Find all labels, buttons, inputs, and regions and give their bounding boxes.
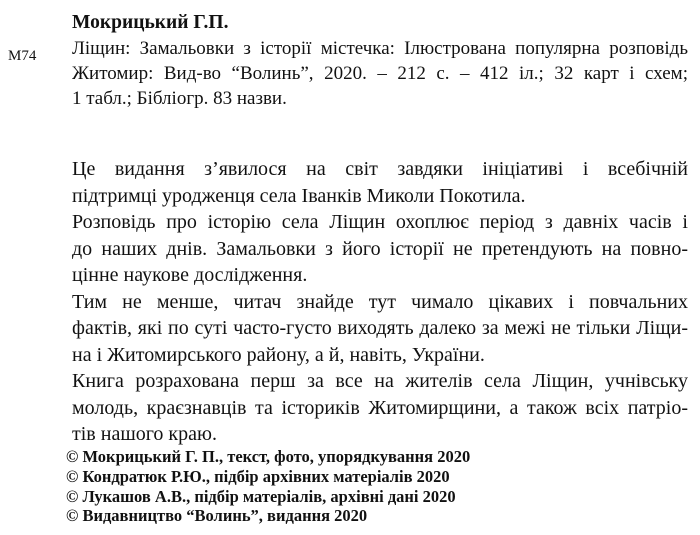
annotation-line: Розповідь про історію села Ліщин охоплює період з давніх часів і bbox=[72, 211, 688, 233]
annotation-line: на і Житомирського району, а й, навіть, України. bbox=[72, 343, 485, 366]
annotation-line: підтримці уродженця села Іванків Миколи Покотила. bbox=[72, 184, 526, 207]
copyright-line: © Мокрицький Г. П., текст, фото, упорядкування 2020 bbox=[66, 447, 471, 466]
bibliographic-record bbox=[72, 10, 688, 112]
copyright-line: © Кондратюк Р.Ю., підбір архівних матеріалів 2020 bbox=[66, 466, 450, 486]
biblio-line: Ліщин: Замальовки з історії містечка: Ілюстрована популярна розповідь bbox=[72, 38, 688, 59]
annotation-line: цінне наукове дослідження. bbox=[72, 264, 308, 286]
annotation-paragraph bbox=[72, 209, 688, 289]
annotation-line: Книга розрахована перш за все на жителів села Ліщин, учнівську bbox=[72, 370, 688, 392]
copyright-block bbox=[66, 447, 470, 526]
library-classmark: М74 bbox=[8, 48, 37, 64]
copyright-line: © Лукашов А.В., підбір матеріалів, архівні дані 2020 bbox=[66, 486, 456, 506]
annotation-line: Тим не менше, читач знайде тут чимало цікавих і повчальних bbox=[72, 290, 688, 313]
annotation-line: до наших днів. Замальовки з його історії не претендують на повно- bbox=[72, 237, 688, 260]
annotation-paragraph bbox=[72, 289, 688, 369]
copyright-line: © Видавництво “Волинь”, видання 2020 bbox=[66, 506, 368, 526]
annotation-paragraph bbox=[72, 368, 688, 448]
annotation-line: Це видання з’явилося на світ завдяки ініціативі і всебічній bbox=[72, 158, 688, 180]
annotation-paragraph bbox=[72, 156, 688, 209]
biblio-line: Житомир: Вид-во “Волинь”, 2020. – 212 с. – 412 іл.; 32 карт і схем; bbox=[72, 63, 688, 84]
biblio-line: 1 табл.; Бібліогр. 83 назви. bbox=[72, 88, 287, 109]
annotation-line: молодь, краєзнавців та істориків Житомирщини, а також всіх патріо- bbox=[72, 396, 688, 419]
annotation-text bbox=[72, 156, 688, 448]
author-heading: Мокрицький Г.П. bbox=[72, 12, 229, 33]
annotation-line: фактів, які по суті часто-густо виходять далеко за межі не тільки Ліщи- bbox=[72, 317, 688, 339]
annotation-line: тів нашого краю. bbox=[72, 423, 217, 445]
